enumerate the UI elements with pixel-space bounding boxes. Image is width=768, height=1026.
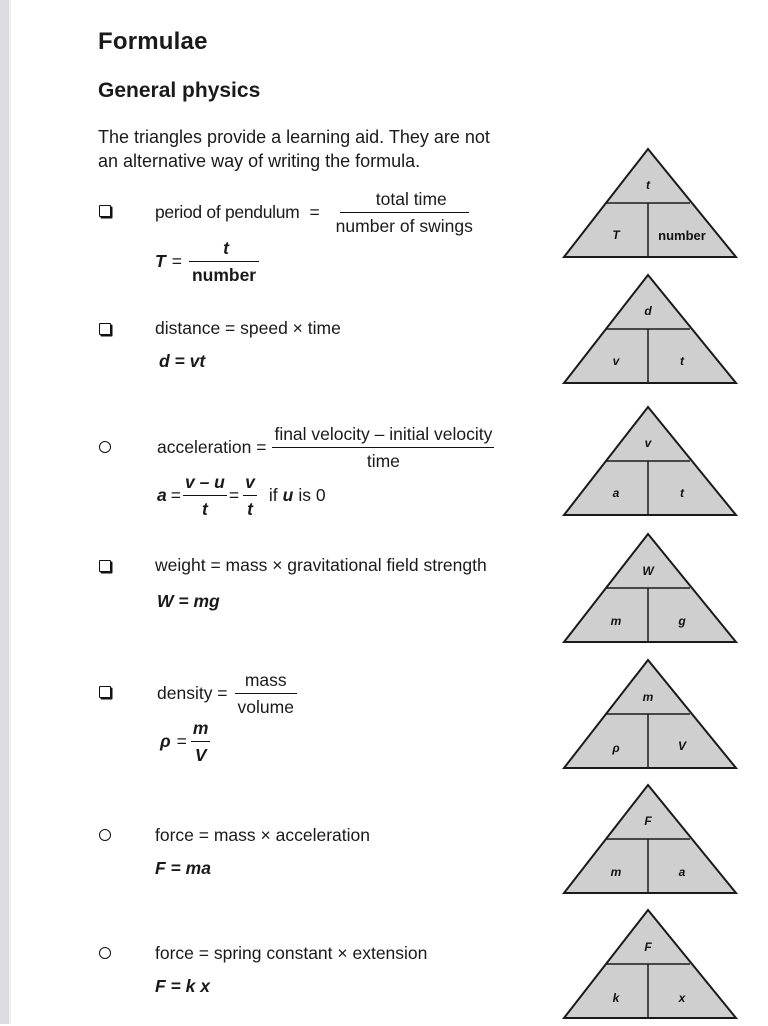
density-word-equation: [157, 670, 304, 717]
triangle-right-label: a: [678, 865, 686, 879]
density-word-fraction: [232, 670, 300, 717]
pendulum-word-equation: [155, 189, 483, 236]
acceleration-sym-eq1: =: [170, 485, 181, 505]
density-sym-fraction: [189, 718, 213, 765]
acceleration-sym-cond-post: is 0: [298, 485, 326, 505]
acceleration-sym-den2: t: [247, 499, 253, 519]
pendulum-sym-denominator: number: [191, 265, 257, 285]
acceleration-sym-lhs: a: [157, 485, 167, 505]
radio-force-kx[interactable]: [99, 947, 111, 959]
acceleration-sym-eq2: =: [228, 485, 240, 505]
acceleration-sym-fraction2: [241, 472, 259, 519]
force-ma-symbol-equation: F = ma: [155, 858, 211, 878]
triangle-top-label: F: [644, 814, 652, 828]
triangle-force-kx: [560, 908, 740, 1026]
acceleration-sym-num1: v – u: [183, 472, 227, 496]
acceleration-word-numerator: final velocity – initial velocity: [272, 424, 494, 448]
page-edge-highlight: [9, 0, 11, 1024]
pendulum-sym-fraction: [186, 238, 262, 285]
triangle-force-ma: [560, 783, 740, 901]
distance-symbol-equation: d = vt: [159, 351, 206, 371]
force-kx-symbol-equation: F = k x: [155, 976, 210, 996]
pendulum-sym-lhs: T: [155, 251, 166, 271]
pendulum-symbol-equation: [155, 238, 266, 285]
checkbox-pendulum[interactable]: [99, 205, 111, 217]
triangle-right-label: number: [658, 228, 706, 243]
density-sym-equals: =: [176, 731, 187, 751]
triangle-right-label: V: [677, 739, 687, 753]
triangle-top-label: t: [646, 178, 650, 192]
triangle-top-label: W: [642, 564, 654, 578]
acceleration-sym-cond-pre: if: [268, 485, 278, 505]
force-ma-word-equation: force = mass × acceleration: [155, 825, 370, 845]
pendulum-word-equals: =: [309, 202, 320, 222]
density-sym-numerator: m: [191, 718, 211, 742]
triangle-pendulum: [560, 147, 740, 265]
triangle-top-label: v: [644, 436, 652, 450]
page-title: Formulae: [98, 28, 208, 55]
pendulum-word-lhs: period of pendulum: [155, 202, 300, 222]
triangle-left-label: T: [612, 228, 620, 242]
acceleration-sym-cond-var: u: [282, 485, 294, 505]
intro-line-2: an alternative way of writing the formula.: [98, 151, 421, 171]
triangle-density: [560, 658, 740, 776]
density-word-denominator: volume: [237, 697, 294, 717]
force-kx-word-equation: force = spring constant × extension: [155, 943, 428, 963]
checkbox-weight[interactable]: [99, 560, 111, 572]
acceleration-word-lhs: acceleration =: [157, 437, 267, 457]
triangle-left-label: a: [612, 486, 620, 500]
density-symbol-equation: [160, 718, 217, 765]
density-sym-lhs: ρ: [160, 731, 171, 751]
radio-force-ma[interactable]: [99, 829, 111, 841]
triangle-distance: [560, 273, 740, 391]
acceleration-sym-fraction1: [183, 472, 227, 519]
triangle-top-label: m: [642, 690, 654, 704]
radio-acceleration[interactable]: [99, 441, 111, 453]
triangle-top-label: F: [644, 940, 652, 954]
triangle-left-label: ρ: [612, 741, 620, 755]
page-edge: [0, 0, 9, 1024]
pendulum-word-numerator: total time: [340, 189, 469, 213]
acceleration-symbol-equation: [157, 472, 326, 519]
density-sym-denominator: V: [194, 745, 207, 765]
triangle-left-label: v: [612, 354, 620, 368]
pendulum-sym-equals: =: [171, 251, 182, 271]
intro-text: [98, 125, 568, 173]
acceleration-sym-num2: v: [243, 472, 257, 496]
triangle-right-label: x: [678, 991, 686, 1005]
distance-word-equation: distance = speed × time: [155, 318, 341, 338]
checkbox-density[interactable]: [99, 686, 111, 698]
triangle-top-label: d: [644, 304, 652, 318]
acceleration-word-equation: [157, 424, 498, 471]
density-word-lhs: density =: [157, 683, 228, 703]
pendulum-sym-numerator: t: [189, 238, 259, 262]
pendulum-word-fraction: [330, 189, 479, 236]
intro-line-1: The triangles provide a learning aid. They are not: [98, 127, 490, 147]
triangle-left-label: m: [610, 614, 622, 628]
triangle-right-label: t: [680, 486, 684, 500]
triangle-right-label: t: [680, 354, 684, 368]
weight-symbol-equation: W = mg: [157, 591, 220, 611]
acceleration-word-fraction: [272, 424, 494, 471]
triangle-right-label: g: [678, 614, 686, 628]
triangle-weight: [560, 532, 740, 650]
density-word-numerator: mass: [235, 670, 297, 694]
acceleration-sym-den1: t: [202, 499, 208, 519]
triangle-acceleration: [560, 405, 740, 523]
acceleration-word-denominator: time: [366, 451, 400, 471]
section-title: General physics: [98, 79, 261, 102]
triangle-left-label: m: [610, 865, 622, 879]
pendulum-word-denominator: number of swings: [335, 216, 473, 236]
weight-word-equation: weight = mass × gravitational field strength: [155, 555, 487, 575]
checkbox-distance[interactable]: [99, 323, 111, 335]
triangle-left-label: k: [612, 991, 620, 1005]
